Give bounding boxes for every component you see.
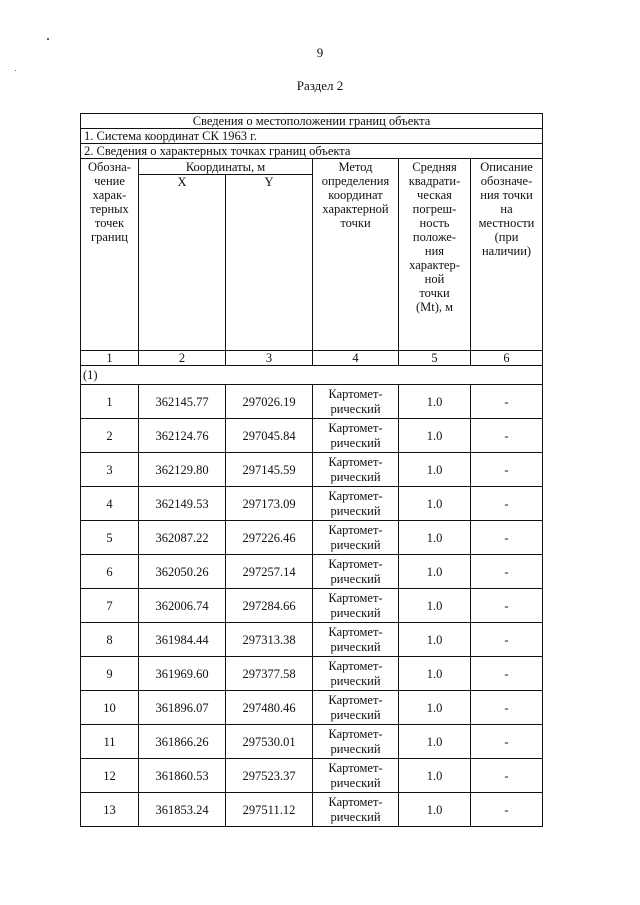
method-line: рический bbox=[330, 673, 381, 688]
method-line: Картомет- bbox=[328, 488, 383, 503]
coord-x: 362149.53 bbox=[139, 487, 226, 521]
table-row bbox=[81, 419, 543, 453]
coord-y: 297377.58 bbox=[226, 657, 313, 691]
coord-x: 361866.26 bbox=[139, 725, 226, 759]
points-heading: 2. Сведения о характерных точках границ объекта bbox=[81, 144, 543, 159]
method-line: Картомет- bbox=[328, 386, 383, 401]
scan-speck bbox=[47, 38, 49, 40]
header-line: Метод bbox=[338, 160, 373, 174]
coord-y: 297480.46 bbox=[226, 691, 313, 725]
table-row bbox=[81, 487, 543, 521]
header-description bbox=[471, 159, 543, 351]
header-line: на bbox=[500, 202, 513, 216]
table-row bbox=[81, 521, 543, 555]
method bbox=[313, 725, 399, 759]
header-line: характер- bbox=[409, 258, 460, 272]
point-description: - bbox=[471, 419, 543, 453]
table-row bbox=[81, 623, 543, 657]
header-error bbox=[399, 159, 471, 351]
method-line: Картомет- bbox=[328, 658, 383, 673]
table-row bbox=[81, 385, 543, 419]
header-line: ческая bbox=[417, 188, 452, 202]
scan-speck bbox=[15, 70, 16, 71]
point-number: 9 bbox=[81, 657, 139, 691]
coord-y: 297284.66 bbox=[226, 589, 313, 623]
point-number: 1 bbox=[81, 385, 139, 419]
header-line: границ bbox=[91, 230, 128, 244]
column-number: 2 bbox=[139, 351, 226, 366]
point-number: 11 bbox=[81, 725, 139, 759]
point-description: - bbox=[471, 385, 543, 419]
point-description: - bbox=[471, 453, 543, 487]
header-line: характерной bbox=[322, 202, 389, 216]
table-row bbox=[81, 589, 543, 623]
method bbox=[313, 793, 399, 827]
method bbox=[313, 657, 399, 691]
header-line: определения bbox=[321, 174, 390, 188]
coord-y: 297257.14 bbox=[226, 555, 313, 589]
mean-error: 1.0 bbox=[399, 589, 471, 623]
column-number: 6 bbox=[471, 351, 543, 366]
method-line: рический bbox=[330, 605, 381, 620]
method bbox=[313, 555, 399, 589]
coord-x: 361896.07 bbox=[139, 691, 226, 725]
method bbox=[313, 589, 399, 623]
point-description: - bbox=[471, 521, 543, 555]
header-line: погреш- bbox=[412, 202, 457, 216]
column-numbers-row bbox=[81, 351, 543, 366]
table-row bbox=[81, 793, 543, 827]
coord-x: 362129.80 bbox=[139, 453, 226, 487]
coord-system: 1. Система координат СК 1963 г. bbox=[81, 129, 543, 144]
coord-x: 361969.60 bbox=[139, 657, 226, 691]
mean-error: 1.0 bbox=[399, 691, 471, 725]
coord-x: 362006.74 bbox=[139, 589, 226, 623]
method-line: Картомет- bbox=[328, 556, 383, 571]
method-line: Картомет- bbox=[328, 454, 383, 469]
method bbox=[313, 453, 399, 487]
header-line: местности bbox=[478, 216, 535, 230]
method-line: рический bbox=[330, 571, 381, 586]
section-title: Раздел 2 bbox=[296, 78, 344, 93]
header-designation bbox=[81, 159, 139, 351]
mean-error: 1.0 bbox=[399, 555, 471, 589]
group-row bbox=[81, 366, 543, 385]
header-x: X bbox=[139, 175, 226, 351]
coord-x: 361860.53 bbox=[139, 759, 226, 793]
coord-y: 297511.12 bbox=[226, 793, 313, 827]
header-line: терных bbox=[90, 202, 129, 216]
method-line: рический bbox=[330, 741, 381, 756]
method-line: рический bbox=[330, 639, 381, 654]
header-line: (Mt), м bbox=[415, 300, 454, 314]
column-number: 5 bbox=[399, 351, 471, 366]
method bbox=[313, 521, 399, 555]
method-line: рический bbox=[330, 775, 381, 790]
coord-y: 297173.09 bbox=[226, 487, 313, 521]
header-line: координат bbox=[328, 188, 383, 202]
header-line: харак- bbox=[92, 188, 127, 202]
mean-error: 1.0 bbox=[399, 453, 471, 487]
header-line: Средняя bbox=[412, 160, 457, 174]
header-method bbox=[313, 159, 399, 351]
method bbox=[313, 487, 399, 521]
point-number: 3 bbox=[81, 453, 139, 487]
method-line: рический bbox=[330, 503, 381, 518]
method bbox=[313, 691, 399, 725]
table-row bbox=[81, 555, 543, 589]
mean-error: 1.0 bbox=[399, 793, 471, 827]
header-line: ность bbox=[419, 216, 450, 230]
coord-x: 362087.22 bbox=[139, 521, 226, 555]
mean-error: 1.0 bbox=[399, 657, 471, 691]
point-number: 4 bbox=[81, 487, 139, 521]
point-number: 7 bbox=[81, 589, 139, 623]
method bbox=[313, 419, 399, 453]
point-number: 6 bbox=[81, 555, 139, 589]
table-row bbox=[81, 657, 543, 691]
method-line: Картомет- bbox=[328, 522, 383, 537]
coord-x: 362124.76 bbox=[139, 419, 226, 453]
coord-y: 297026.19 bbox=[226, 385, 313, 419]
point-number: 13 bbox=[81, 793, 139, 827]
header-line: ния bbox=[424, 244, 445, 258]
point-description: - bbox=[471, 759, 543, 793]
header-line: точки bbox=[340, 216, 371, 230]
method-line: рический bbox=[330, 809, 381, 824]
coord-x: 362050.26 bbox=[139, 555, 226, 589]
coord-y: 297045.84 bbox=[226, 419, 313, 453]
method-line: Картомет- bbox=[328, 794, 383, 809]
table-row bbox=[81, 725, 543, 759]
mean-error: 1.0 bbox=[399, 759, 471, 793]
column-number: 4 bbox=[313, 351, 399, 366]
page-number: 9 bbox=[316, 45, 324, 60]
coord-x: 361984.44 bbox=[139, 623, 226, 657]
table-title: Сведения о местоположении границ объекта bbox=[81, 114, 543, 129]
point-description: - bbox=[471, 793, 543, 827]
coord-y: 297226.46 bbox=[226, 521, 313, 555]
method-line: Картомет- bbox=[328, 726, 383, 741]
table-row bbox=[81, 453, 543, 487]
mean-error: 1.0 bbox=[399, 623, 471, 657]
method-line: Картомет- bbox=[328, 590, 383, 605]
header-line: точек bbox=[94, 216, 125, 230]
method bbox=[313, 759, 399, 793]
method-line: Картомет- bbox=[328, 420, 383, 435]
mean-error: 1.0 bbox=[399, 521, 471, 555]
header-line: чение bbox=[94, 174, 125, 188]
header-line: квадрати- bbox=[408, 174, 461, 188]
coord-y: 297313.38 bbox=[226, 623, 313, 657]
point-description: - bbox=[471, 555, 543, 589]
coord-y: 297523.37 bbox=[226, 759, 313, 793]
header-line: ной bbox=[424, 272, 445, 286]
point-number: 5 bbox=[81, 521, 139, 555]
column-number: 1 bbox=[81, 351, 139, 366]
point-number: 2 bbox=[81, 419, 139, 453]
mean-error: 1.0 bbox=[399, 385, 471, 419]
header-line: наличии) bbox=[481, 244, 532, 258]
coord-y: 297530.01 bbox=[226, 725, 313, 759]
point-description: - bbox=[471, 623, 543, 657]
header-line: Описание bbox=[480, 160, 533, 174]
mean-error: 1.0 bbox=[399, 419, 471, 453]
mean-error: 1.0 bbox=[399, 725, 471, 759]
header-line: положе- bbox=[412, 230, 457, 244]
coord-y: 297145.59 bbox=[226, 453, 313, 487]
point-description: - bbox=[471, 589, 543, 623]
boundary-points-table bbox=[80, 113, 543, 827]
method-line: рический bbox=[330, 469, 381, 484]
header-line: обозначе- bbox=[480, 174, 533, 188]
method-line: Картомет- bbox=[328, 624, 383, 639]
point-number: 8 bbox=[81, 623, 139, 657]
group-label: (1) bbox=[81, 366, 543, 385]
header-coords: Координаты, м bbox=[139, 159, 313, 175]
method-line: рический bbox=[330, 707, 381, 722]
point-description: - bbox=[471, 487, 543, 521]
method-line: Картомет- bbox=[328, 760, 383, 775]
point-description: - bbox=[471, 657, 543, 691]
method-line: рический bbox=[330, 537, 381, 552]
method-line: Картомет- bbox=[328, 692, 383, 707]
table-row bbox=[81, 691, 543, 725]
point-description: - bbox=[471, 691, 543, 725]
header-line: точки bbox=[419, 286, 450, 300]
header-line: (при bbox=[494, 230, 519, 244]
header-line: Обозна- bbox=[88, 160, 131, 174]
method-line: рический bbox=[330, 401, 381, 416]
point-number: 12 bbox=[81, 759, 139, 793]
coord-x: 361853.24 bbox=[139, 793, 226, 827]
point-number: 10 bbox=[81, 691, 139, 725]
header-y: Y bbox=[226, 175, 313, 351]
method bbox=[313, 385, 399, 419]
table-row bbox=[81, 759, 543, 793]
mean-error: 1.0 bbox=[399, 487, 471, 521]
column-number: 3 bbox=[226, 351, 313, 366]
point-description: - bbox=[471, 725, 543, 759]
header-line: ния точки bbox=[480, 188, 533, 202]
method-line: рический bbox=[330, 435, 381, 450]
method bbox=[313, 623, 399, 657]
coord-x: 362145.77 bbox=[139, 385, 226, 419]
